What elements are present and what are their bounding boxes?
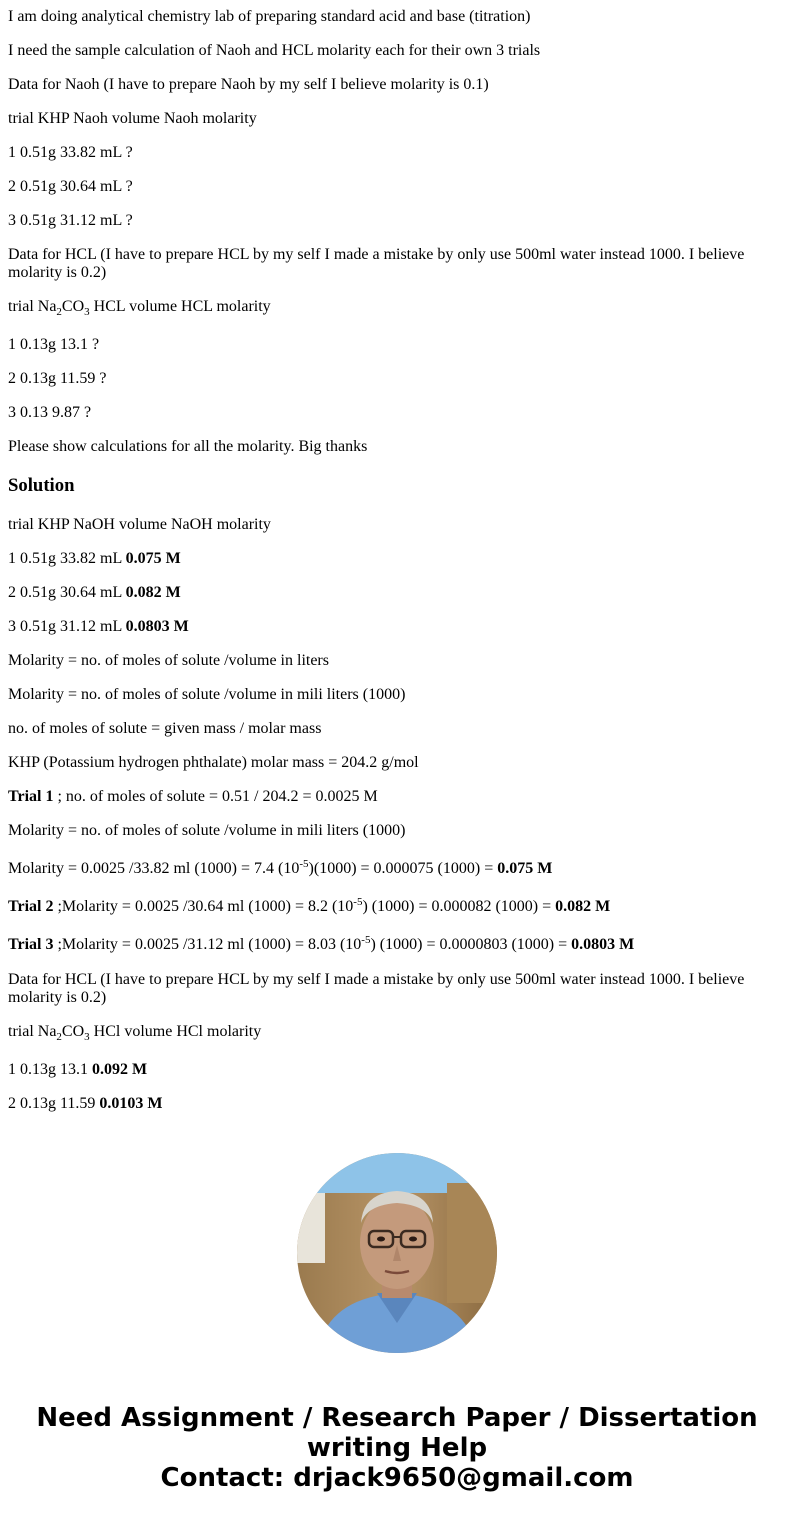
solution-heading: Solution bbox=[8, 475, 75, 496]
author-photo-icon bbox=[297, 1153, 497, 1353]
naoh-row: 3 0.51g 31.12 mL ? bbox=[8, 212, 133, 229]
trial3-calculation: Trial 3 ;Molarity = 0.0025 /31.12 ml (1000) = 8.03 $(10^{-5}) (1000) = 0.0000803$ (1000) = 0.0803 M bbox=[8, 934, 635, 953]
solution-row: 1 0.51g 33.82 mL 0.075 M bbox=[8, 550, 181, 567]
hcl-data-heading: Data for HCL (I have to prepare HCL by my self I made a mistake by only use 500ml water instead 1000. I believe molarity is 0.2) bbox=[8, 246, 745, 281]
footer-line: writing Help bbox=[306, 1433, 488, 1463]
naoh-data-heading: Data for Naoh (I have to prepare Naoh by my self I believe molarity is 0.1) bbox=[8, 76, 489, 93]
hcl-row: 2 0.13g 11.59 ? bbox=[8, 370, 107, 387]
hcl-solution-header: trial $Na_2CO_3$ HCl volume HCl molarity bbox=[8, 1023, 262, 1043]
khp-molar-mass: KHP (Potassium hydrogen phthalate) molar mass = 204.2 g/mol bbox=[8, 754, 419, 771]
hcl-solution-row: 1 0.13g 13.1 0.092 M bbox=[8, 1061, 148, 1078]
contact-footer bbox=[0, 1403, 794, 1493]
question-closing: Please show calculations for all the molarity. Big thanks bbox=[8, 438, 368, 455]
footer-contact-email: Contact: drjack9650@gmail.com bbox=[160, 1463, 634, 1493]
hcl-row: 3 0.13 9.87 ? bbox=[8, 404, 92, 421]
naoh-row: 2 0.51g 30.64 mL ? bbox=[8, 178, 133, 195]
molarity-definition-ml: Molarity = no. of moles of solute /volume in mili liters (1000) bbox=[8, 686, 406, 703]
author-photo-avatar bbox=[297, 1153, 497, 1353]
trial1-moles: Trial 1 ; no. of moles of solute = 0.51 / 204.2 = 0.0025 M bbox=[8, 788, 378, 805]
hcl-table-header: trial $Na_2CO_3$ HCL volume HCL molarity bbox=[8, 298, 271, 318]
solution-row: 3 0.51g 31.12 mL 0.0803 M bbox=[8, 618, 189, 635]
solution-row: 2 0.51g 30.64 mL 0.082 M bbox=[8, 584, 181, 601]
naoh-row: 1 0.51g 33.82 mL ? bbox=[8, 144, 133, 161]
naoh-table-header: trial KHP Naoh volume Naoh molarity bbox=[8, 110, 257, 127]
solution-table-header: trial KHP NaOH volume NaOH molarity bbox=[8, 516, 271, 533]
hcl-data-heading: Data for HCL (I have to prepare HCL by my self I made a mistake by only use 500ml water instead 1000. I believe molarity is 0.2) bbox=[8, 971, 745, 1006]
molarity-definition: Molarity = no. of moles of solute /volume in liters bbox=[8, 652, 329, 669]
trial2-calculation: Trial 2 ;Molarity = 0.0025 /30.64 ml (1000) = 8.2 $(10^{-5}) (1000) = 0.000082$ (1000) = 0.082 M bbox=[8, 896, 611, 915]
footer-line: Need Assignment / Research Paper / Dissertation bbox=[36, 1403, 758, 1433]
hcl-row: 1 0.13g 13.1 ? bbox=[8, 336, 100, 353]
trial1-calculation: Molarity = 0.0025 /33.82 ml (1000) = 7.4 $(10^{-5})(1000) = 0.000075$ (1000) = 0.075 M bbox=[8, 858, 553, 877]
moles-definition: no. of moles of solute = given mass / molar mass bbox=[8, 720, 322, 737]
question-request: I need the sample calculation of Naoh and HCL molarity each for their own 3 trials bbox=[8, 42, 541, 59]
molarity-definition-ml: Molarity = no. of moles of solute /volume in mili liters (1000) bbox=[8, 822, 406, 839]
hcl-solution-row: 2 0.13g 11.59 0.0103 M bbox=[8, 1095, 163, 1112]
question-intro: I am doing analytical chemistry lab of preparing standard acid and base (titration) bbox=[8, 8, 531, 25]
